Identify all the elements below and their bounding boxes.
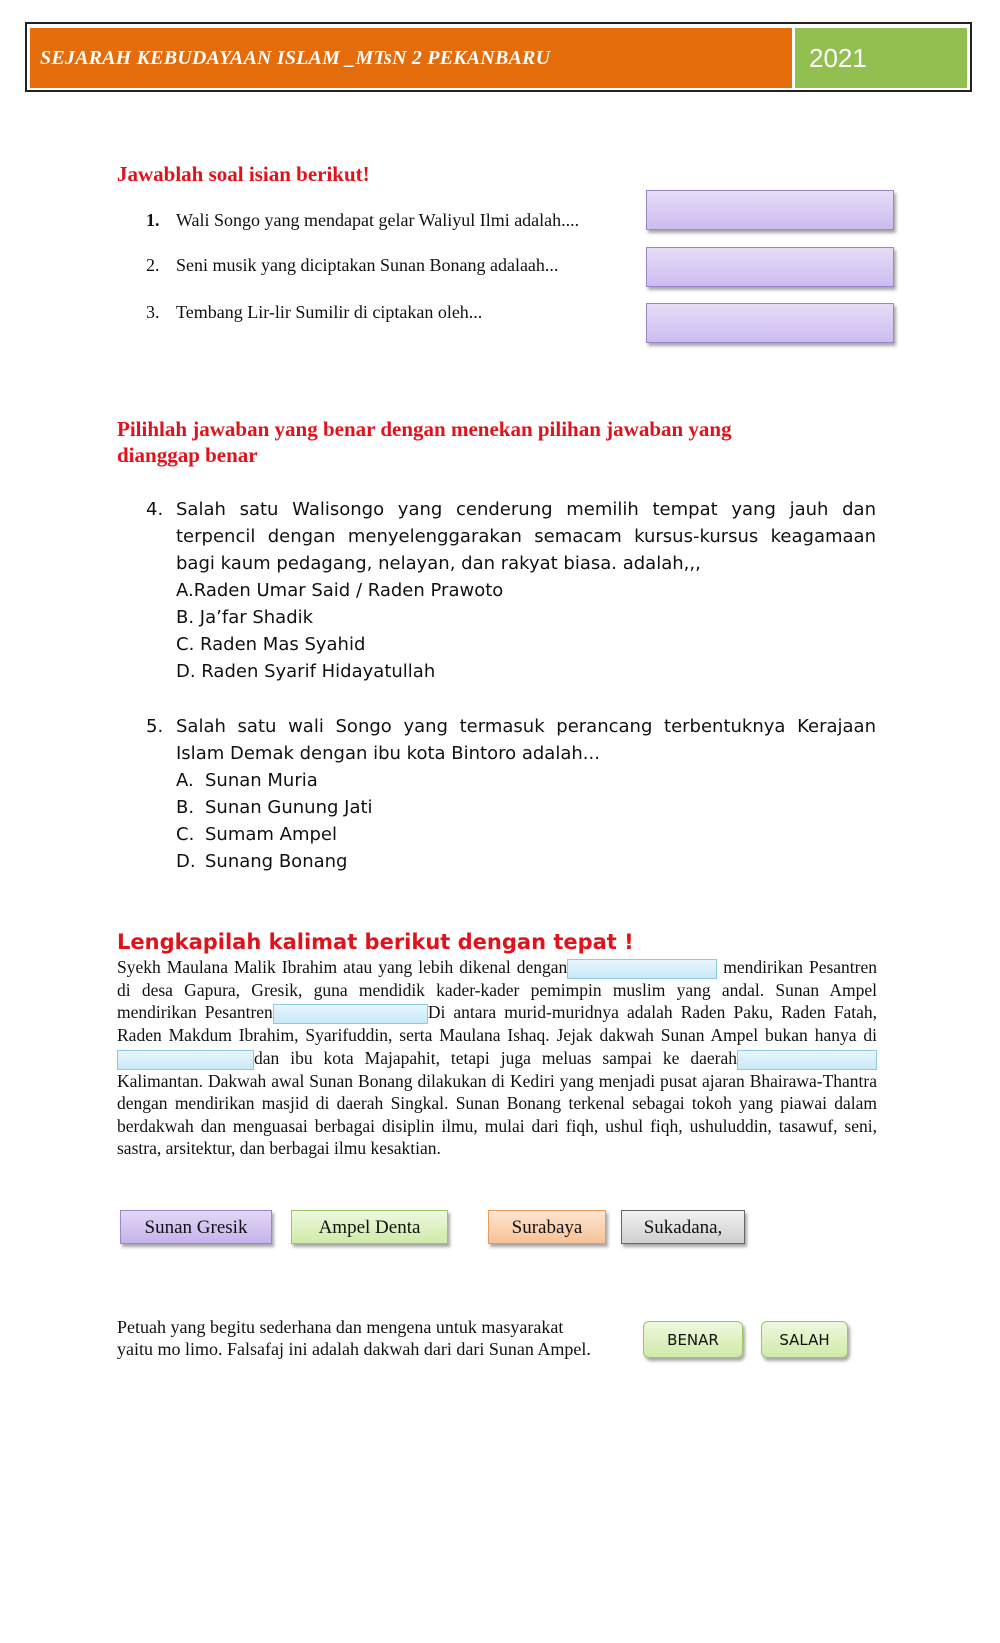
header-year: 2021 — [795, 28, 967, 88]
question-text: Wali Songo yang mendapat gelar Waliyul Ilmi adalah.... — [176, 210, 580, 230]
option-text: Sumam Ampel — [205, 824, 338, 845]
paragraph-text: Di antara murid-muridnya adalah Raden Paku, Raden Fatah, Raden Makdum Ibrahim, Syarifuddin, serta Maulana Ishaq. Jejak dakwah Sunan Ampel bukan hanya di — [117, 1002, 877, 1046]
true-false-statement — [117, 1316, 637, 1360]
question-3 — [146, 302, 482, 323]
question-2 — [146, 255, 558, 276]
fill-in-paragraph — [117, 956, 877, 1159]
question-text: Salah satu Walisongo yang cenderung memilih tempat yang jauh dan terpencil dengan menyelenggarakan semacam kursus-kursus keagamaan bagi kaum pedagang, nelayan, dan rakyat biasa. adalah,,, — [176, 499, 876, 574]
question-number: 1. — [146, 210, 160, 230]
question-4 — [146, 496, 876, 685]
answer-input-3[interactable] — [646, 303, 894, 343]
drop-blank-3[interactable] — [117, 1050, 254, 1070]
question-number: 3. — [146, 302, 160, 322]
drop-blank-2[interactable] — [273, 1004, 428, 1024]
question-5 — [146, 713, 876, 875]
option-b[interactable]: B. Ja’far Shadik — [176, 607, 314, 628]
statement-line: yaitu mo limo. Falsafaj ini adalah dakwah dari dari Sunan Ampel. — [117, 1339, 591, 1359]
option-c[interactable] — [176, 821, 876, 848]
option-text: Sunan Gunung Jati — [205, 797, 373, 818]
answer-input-1[interactable] — [646, 190, 894, 230]
statement-line: Petuah yang begitu sederhana dan mengena untuk masyarakat — [117, 1317, 564, 1337]
paragraph-text: mendirikan Pesantren di desa Gapura, Gresik, guna mendidik kader-kader pemimpin muslim yang andal. Sunan Ampel mendirikan Pesantren — [117, 957, 878, 1023]
question-1 — [146, 210, 579, 231]
drop-blank-1[interactable] — [567, 959, 717, 979]
option-b[interactable] — [176, 794, 876, 821]
choice-surabaya[interactable]: Surabaya — [488, 1210, 606, 1244]
question-text: Salah satu wali Songo yang termasuk perancang terbentuknya Kerajaan Islam Demak dengan ibu kota Bintoro adalah... — [176, 716, 876, 764]
option-letter: C. — [176, 824, 195, 845]
option-c[interactable]: C. Raden Mas Syahid — [176, 634, 366, 655]
question-text: Seni musik yang diciptakan Sunan Bonang adalaah... — [176, 255, 559, 275]
question-number: 5. — [146, 716, 164, 737]
question-number: 2. — [146, 255, 160, 275]
section3-title: Lengkapilah kalimat berikut dengan tepat ! — [117, 930, 634, 954]
header-title: SEJARAH KEBUDAYAAN ISLAM _MTsN 2 PEKANBARU — [30, 28, 792, 88]
option-text: Sunan Muria — [205, 770, 318, 791]
option-d[interactable]: D. Raden Syarif Hidayatullah — [176, 661, 436, 682]
option-letter: D. — [176, 851, 196, 872]
option-a[interactable] — [176, 767, 876, 794]
paragraph-text: Kalimantan. Dakwah awal Sunan Bonang dilakukan di Kediri yang menjadi pusat ajaran Bhairawa-Thantra dengan mendirikan masjid di daerah Singkal. Sunan Bonang terkenal sebagai tokoh yang piawai dalam berdakwah dan menguasai berbagai disiplin ilmu, mulai dari fiqh, ushul fiqh, ushuluddin, tasawuf, seni, sastra, arsitektur, dan berbagai ilmu kesaktian. — [117, 1070, 877, 1158]
paragraph-text: Syekh Maulana Malik Ibrahim atau yang lebih dikenal dengan — [117, 957, 568, 977]
choice-sunan-gresik[interactable]: Sunan Gresik — [120, 1210, 272, 1244]
choice-sukadana[interactable]: Sukadana, — [621, 1210, 745, 1244]
option-a[interactable]: A.Raden Umar Said / Raden Prawoto — [176, 580, 504, 601]
question-text: Tembang Lir-lir Sumilir di ciptakan oleh... — [176, 302, 483, 322]
drop-blank-4[interactable] — [737, 1050, 877, 1070]
paragraph-text: dan ibu kota Majapahit, tetapi juga meluas sampai ke daerah — [254, 1047, 737, 1068]
salah-button[interactable]: SALAH — [761, 1321, 848, 1358]
choice-ampel-denta[interactable]: Ampel Denta — [291, 1210, 448, 1244]
answer-input-2[interactable] — [646, 247, 894, 287]
option-letter: B. — [176, 797, 195, 818]
option-text: Sunang Bonang — [205, 851, 348, 872]
question-number: 4. — [146, 499, 164, 520]
section2-title-line1: Pilihlah jawaban yang benar dengan menekan pilihan jawaban yang — [117, 417, 732, 441]
benar-button[interactable]: BENAR — [643, 1321, 743, 1358]
option-letter: A. — [176, 770, 194, 791]
section2-title-line2: dianggap benar — [117, 443, 258, 467]
section1-title: Jawablah soal isian berikut! — [117, 162, 370, 186]
option-d[interactable] — [176, 848, 876, 875]
